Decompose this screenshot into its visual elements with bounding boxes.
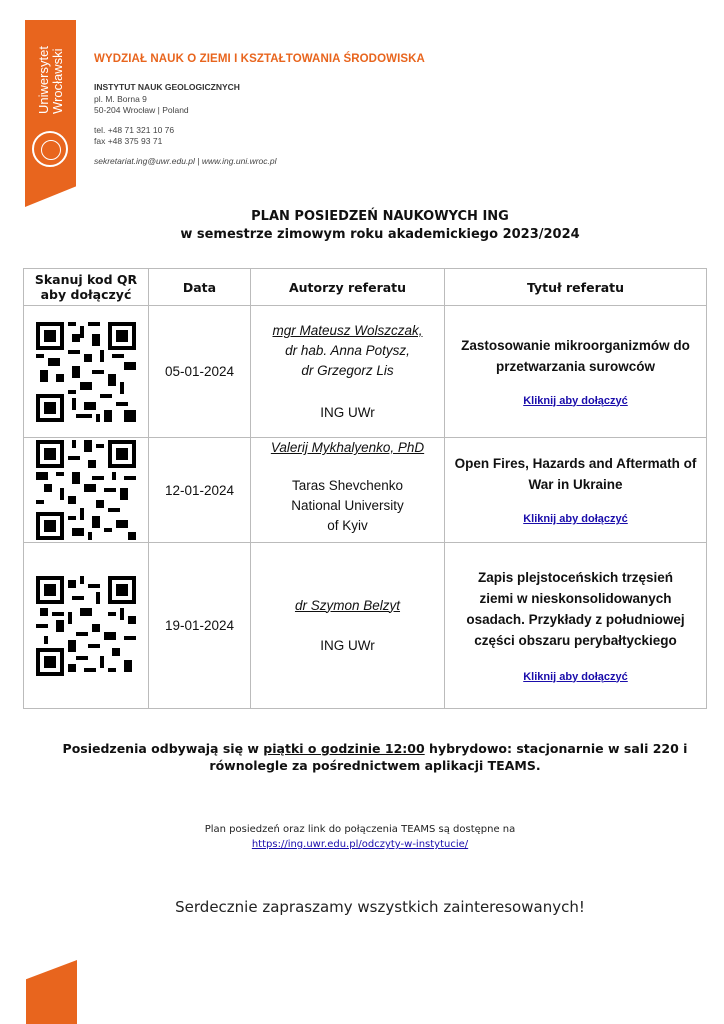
author-name: mgr Mateusz Wolszczak, — [272, 322, 423, 338]
author-name: Valerij Mykhalyenko, PhD — [270, 440, 425, 455]
affiliation: ING UWr — [320, 637, 375, 653]
institute-name: INSTYTUT NAUK GEOLOGICZNYCH — [94, 82, 240, 92]
author-name: dr Grzegorz Lis — [301, 362, 394, 378]
info-text: Plan posiedzeń oraz link do połączenia TEAMS są dostępne na — [204, 824, 516, 835]
invitation-text: Serdecznie zapraszamy wszystkich zainteresowanych! — [175, 898, 585, 916]
table-row — [24, 306, 707, 438]
date-cell: 05-01-2024 — [149, 306, 251, 438]
qr-cell — [24, 543, 149, 709]
author-name: dr hab. Anna Potysz, — [285, 342, 410, 358]
qr-code-icon[interactable] — [36, 576, 136, 676]
talk-title: Open Fires, Hazards and Aftermath of War in Ukraine — [454, 456, 697, 492]
letterhead-block — [94, 82, 277, 167]
author-names — [251, 321, 444, 381]
footer-brand-corner — [26, 960, 77, 1024]
university-name-line1: Uniwersytet — [35, 46, 51, 114]
header-qr — [24, 269, 149, 306]
phone-number: tel. +48 71 321 10 76 — [94, 124, 175, 135]
university-logo — [27, 20, 74, 140]
join-link[interactable]: Kliknij aby dołączyć — [523, 394, 628, 407]
info-block — [140, 822, 580, 852]
notice-text-2: hybrydowo: stacjonarnie w sali 220 i równolegle za pośrednictwem aplikacji TEAMS. — [209, 741, 688, 773]
authors-cell — [251, 438, 445, 543]
qr-code-icon[interactable] — [36, 322, 136, 422]
authors-cell — [251, 306, 445, 438]
header-qr-line1: Skanuj kod QR — [34, 272, 138, 287]
table-header-row — [24, 269, 707, 306]
notice-text-1: Posiedzenia odbywają się w — [62, 741, 264, 756]
address-line-1: pl. M. Borna 9 — [94, 93, 147, 104]
title-cell — [445, 306, 707, 438]
affiliation: National University — [291, 498, 404, 513]
table-row — [24, 543, 707, 709]
talk-title: Zastosowanie mikroorganizmów do przetwarzania surowców — [461, 337, 690, 374]
date-cell: 19-01-2024 — [149, 543, 251, 709]
document-title — [120, 208, 640, 244]
qr-cell — [24, 306, 149, 438]
fax-number: fax +48 375 93 71 — [94, 136, 163, 146]
header-date: Data — [149, 269, 251, 306]
notice-emphasis: piątki o godzinie 12:00 — [263, 741, 425, 756]
qr-cell — [24, 438, 149, 543]
author-names — [251, 596, 444, 616]
schedule-table — [23, 268, 707, 709]
address-line-2: 50-204 Wrocław | Poland — [94, 105, 189, 115]
qr-code-icon[interactable] — [36, 440, 136, 540]
join-link[interactable]: Kliknij aby dołączyć — [523, 670, 628, 683]
meeting-notice — [55, 740, 695, 774]
header-authors: Autorzy referatu — [251, 269, 445, 306]
join-link[interactable]: Kliknij aby dołączyć — [523, 513, 628, 525]
title-line-2: w semestrze zimowym roku akademickiego 2023/2024 — [180, 227, 580, 242]
university-name-line2: Wrocławski — [49, 48, 65, 114]
faculty-name: WYDZIAŁ NAUK O ZIEMI I KSZTAŁTOWANIA ŚRODOWISKA — [94, 53, 425, 65]
talk-title: Zapis plejstoceńskich trzęsień ziemi w nieskonsolidowanych osadach. Przykłady z południowej części obszaru perybałtyckiego — [466, 569, 685, 648]
affiliation: Taras Shevchenko — [291, 478, 404, 493]
title-line-1: PLAN POSIEDZEŃ NAUKOWYCH ING — [251, 209, 509, 224]
affiliation: ING UWr — [320, 404, 375, 420]
info-url-link[interactable]: https://ing.uwr.edu.pl/odczyty-w-instytucie/ — [251, 839, 469, 850]
date-cell: 12-01-2024 — [149, 438, 251, 543]
header-title: Tytuł referatu — [445, 269, 707, 306]
author-name: dr Szymon Belzyt — [294, 597, 401, 613]
table-row — [24, 438, 707, 543]
affiliation: of Kyiv — [327, 518, 368, 533]
title-cell — [445, 438, 707, 543]
title-cell — [445, 543, 707, 709]
contact-line: sekretariat.ing@uwr.edu.pl | www.ing.uni.wroc.pl — [94, 155, 277, 166]
author-names — [251, 438, 444, 458]
header-qr-line2: aby dołączyć — [40, 287, 132, 302]
university-seal-icon — [32, 131, 68, 167]
authors-cell — [251, 543, 445, 709]
